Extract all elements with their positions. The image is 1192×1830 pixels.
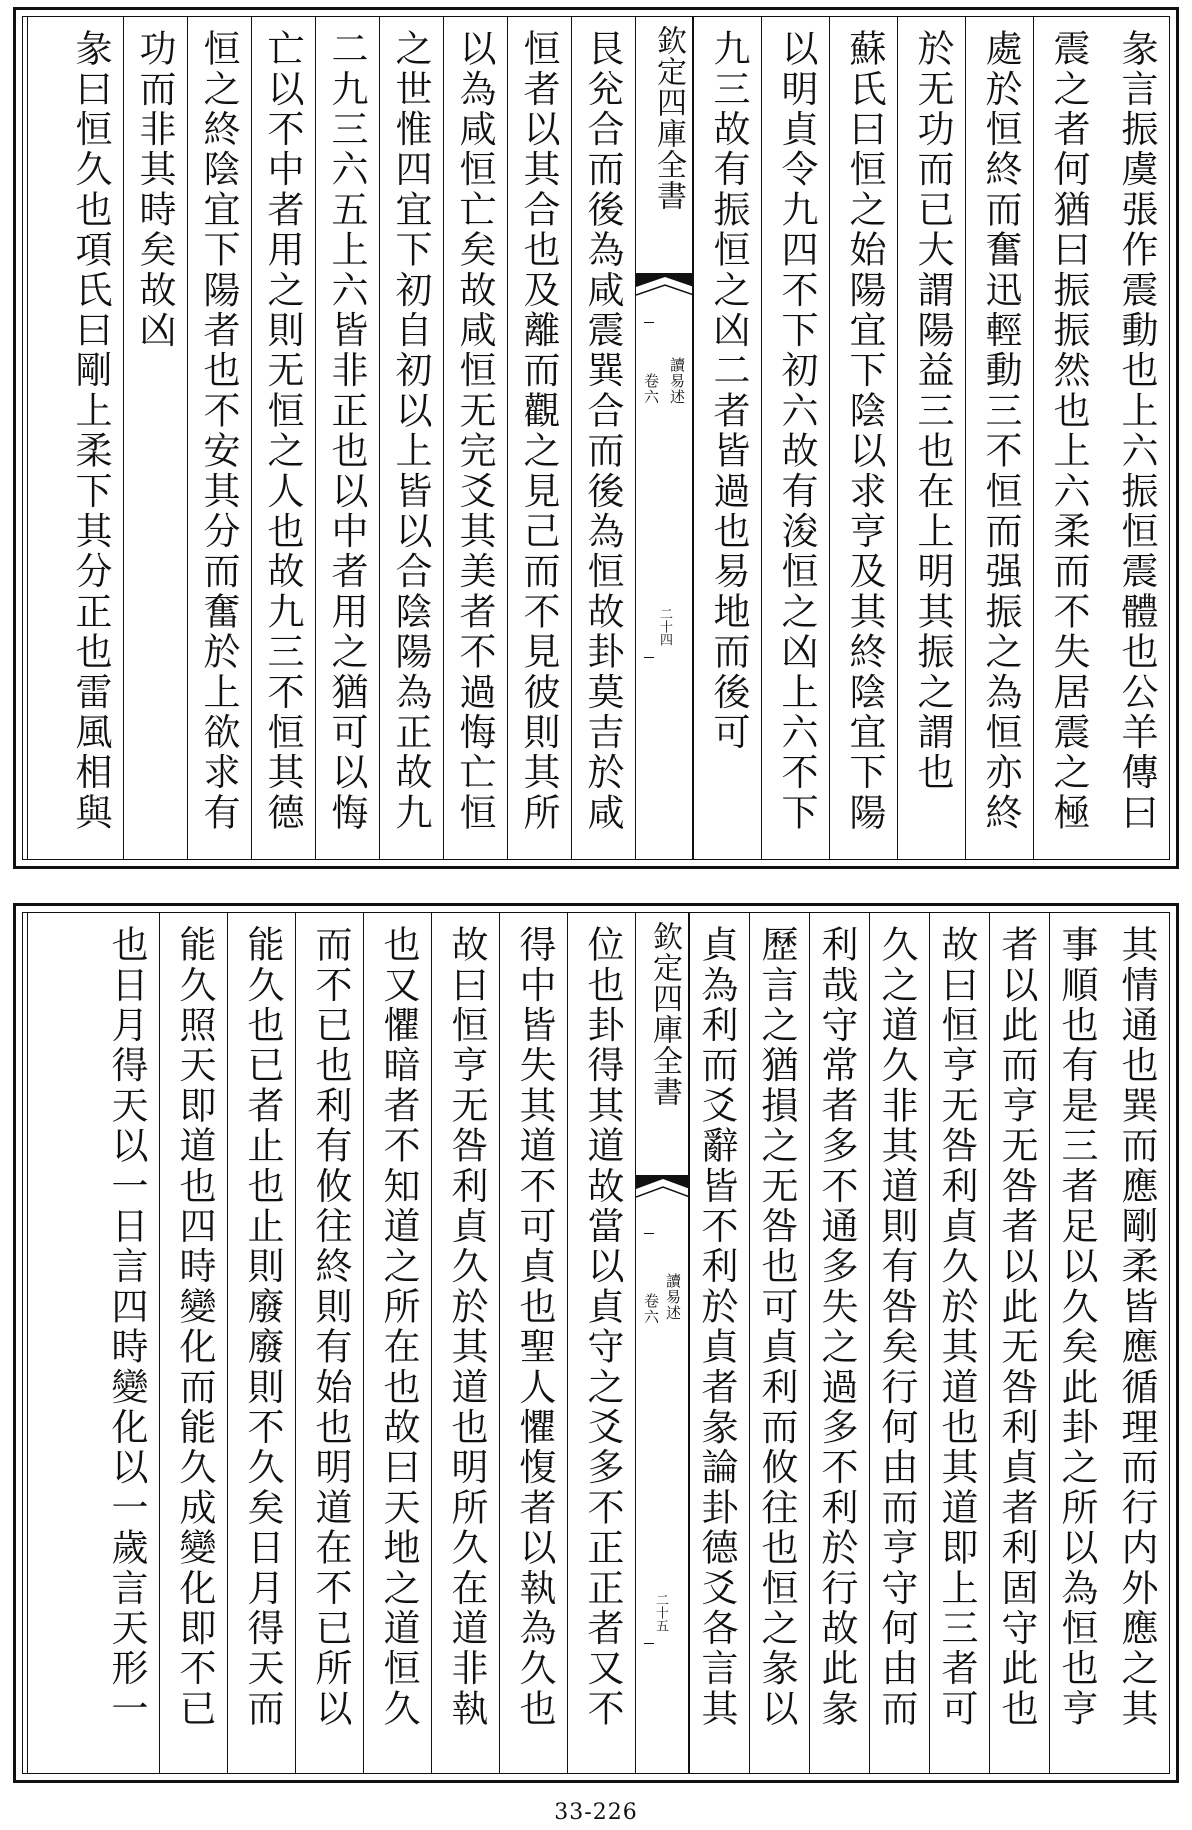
divider-tick — [644, 1643, 654, 1644]
fishtail-mark-icon — [636, 1175, 690, 1205]
page-number: 33-226 — [554, 1800, 638, 1825]
text-column: 者以此而亨无咎者以此无咎利貞者利固守此也 — [989, 913, 1049, 1773]
folio-number: 二十四 — [657, 607, 672, 646]
text-column: 能久也已者止也止則廢廢則不久矣日月得天而 — [227, 913, 295, 1773]
text-column: 故曰恒亨无咎利貞久於其道也明所久在道非執 — [431, 913, 499, 1773]
text-column: 處於恒終而奮迅輕動三不恒而强振之為恒亦終 — [965, 17, 1033, 859]
text-column: 能久照天即道也四時變化而能久成變化即不已 — [159, 913, 227, 1773]
text-column: 其情通也巽而應剛柔皆應循理而行内外應之其 — [1115, 925, 1158, 1729]
divider-tick — [644, 322, 654, 323]
text-column: 故曰恒亨无咎利貞久於其道也其道即上三者可 — [929, 913, 989, 1773]
top-page-inner-border — [22, 16, 1170, 860]
text-column: 艮兊合而後為咸震巽合而後為恒故卦莫吉於咸 — [571, 17, 635, 859]
text-column: 亡以不中者用之則无恒之人也故九三不恒其德 — [251, 17, 315, 859]
text-column: 九三故有振恒之凶二者皆過也易地而後可 — [693, 17, 761, 859]
text-column: 彖言振虞張作震動也上六振恒震體也公羊傳曰 — [1115, 29, 1158, 833]
text-column: 恒者以其合也及離而觀之見己而不見彼則其所 — [507, 17, 571, 859]
text-column: 也日月得天以一日言四時變化以一歲言天形一 — [27, 913, 159, 1773]
text-column: 得中皆失其道不可貞也聖人懼愎者以執為久也 — [499, 913, 567, 1773]
bottom-page-inner-border — [22, 912, 1170, 1774]
top-page-frame — [13, 7, 1179, 869]
text-column: 久之道久非其道則有咎矣行何由而亨守何由而 — [869, 913, 929, 1773]
text-column: 而不已也利有攸往終則有始也明道在不已所以 — [295, 913, 363, 1773]
text-column: 功而非其時矣故凶 — [123, 17, 187, 859]
folio-number: 二十五 — [653, 1593, 668, 1632]
center-fold — [635, 913, 689, 1773]
text-column: 以明貞令九四不下初六故有浚恒之凶上六不下 — [761, 17, 829, 859]
book-title: 欽定四庫全書 — [647, 921, 682, 1107]
sub-title: 讀易述 — [664, 1273, 682, 1321]
book-title: 欽定四庫全書 — [651, 25, 686, 211]
text-column: 貞為利而爻辭皆不利於貞者彖論卦德爻各言其 — [689, 913, 749, 1773]
sub-title: 讀易述 — [668, 357, 686, 405]
text-column: 之世惟四宜下初自初以上皆以合陰陽為正故九 — [379, 17, 443, 859]
bottom-page-frame — [13, 903, 1179, 1783]
text-column: 彖曰恒久也項氏曰剛上柔下其分正也雷風相與 — [27, 17, 123, 859]
text-column: 利哉守常者多不通多失之過多不利於行故此彖 — [809, 913, 869, 1773]
text-column: 也又懼暗者不知道之所在也故曰天地之道恒久 — [363, 913, 431, 1773]
center-fold — [635, 17, 693, 859]
text-column: 於无功而已大謂陽益三也在上明其振之謂也 — [897, 17, 965, 859]
divider-tick — [644, 657, 654, 658]
text-column: 歷言之猶損之无咎也可貞利而攸往也恒之彖以 — [749, 913, 809, 1773]
juan-number: 卷六 — [642, 1293, 660, 1325]
text-column: 蘇氏曰恒之始陽宜下陰以求亨及其終陰宜下陽 — [829, 17, 897, 859]
divider-tick — [644, 1233, 654, 1234]
text-column: 位也卦得其道故當以貞守之爻多不正正者又不 — [567, 913, 635, 1773]
fishtail-mark-icon — [636, 273, 694, 303]
text-column: 恒之終陰宜下陽者也不安其分而奮於上欲求有 — [187, 17, 251, 859]
text-column: 以為咸恒亡矣故咸恒无完爻其美者不過悔亡恒 — [443, 17, 507, 859]
text-column: 二九三六五上六皆非正也以中者用之猶可以悔 — [315, 17, 379, 859]
juan-number: 卷六 — [642, 373, 660, 405]
text-column: 震之者何猶曰振振然也上六柔而不失居震之極 — [1033, 17, 1101, 859]
text-column: 事順也有是三者足以久矣此卦之所以為恒也亨 — [1049, 913, 1109, 1773]
